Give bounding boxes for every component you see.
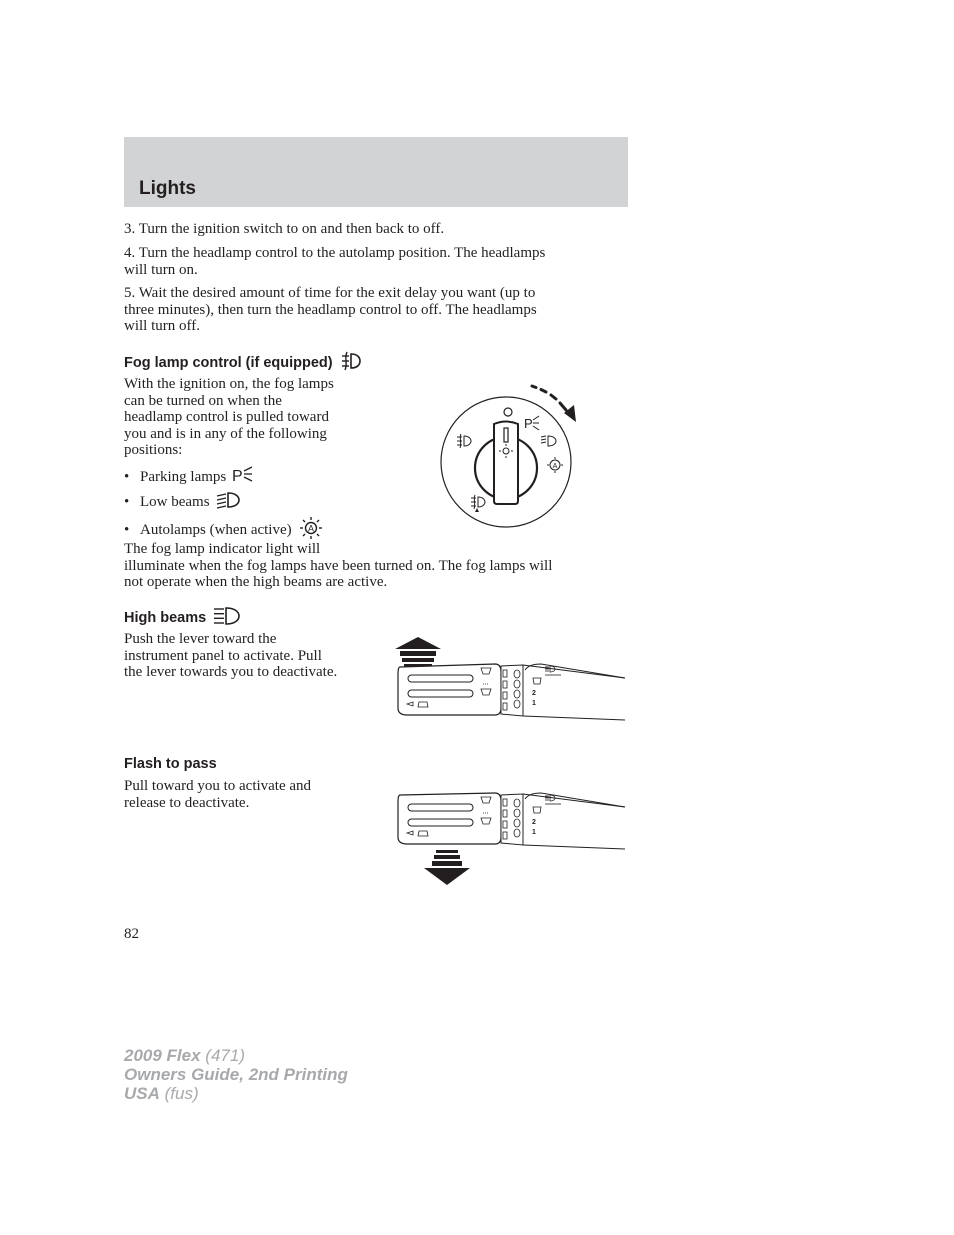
headlamp-control-dial-illustration [430, 380, 590, 540]
high-beams-lever-illustration [395, 632, 630, 724]
pull-arrow-down [424, 850, 470, 885]
autolamps-icon-letter: A [308, 523, 315, 534]
bullet-parking-lamps [124, 466, 254, 486]
push-arrow-up [395, 637, 441, 667]
step-5 [124, 285, 537, 335]
lever-label-bottom: 1 [532, 700, 536, 707]
fog-intro-line: With the ignition on, the fog lamps [124, 376, 334, 392]
bullet-dot: • [124, 522, 130, 538]
dial-parking-letter: P [524, 416, 533, 431]
bullet-dot: • [124, 469, 130, 485]
bullet-low-beams [124, 491, 242, 511]
fog-intro-line: you and is in any of the following [124, 425, 327, 442]
fog-lamp-heading-text: Fog lamp control (if equipped) [124, 355, 333, 371]
step-5-line-1: 5. Wait the desired amount of time for the exit delay you want (up to [124, 285, 536, 301]
high-beams-heading [124, 606, 242, 626]
flash-to-pass-text [124, 778, 311, 811]
footer-line-3 [124, 1084, 348, 1103]
step-5-line-3: will turn off. [124, 318, 200, 334]
print-footer [124, 1046, 348, 1103]
step-3-line: 3. Turn the ignition switch to on and then back to off. [124, 221, 445, 237]
step-5-line-2: three minutes), then turn the headlamp control to off. The headlamps [124, 301, 537, 318]
page-number: 82 [124, 926, 139, 942]
footer-model: 2009 Flex [124, 1046, 201, 1065]
lever-label-top: 2 [532, 690, 536, 697]
flash-to-pass-lever-illustration [395, 790, 630, 890]
step-4-line-2: will turn on. [124, 261, 198, 278]
fog-lamp-heading [124, 351, 363, 371]
fog-intro-line: headlamp control is pulled toward [124, 409, 329, 425]
lever-label-top: 2 [532, 819, 536, 826]
flash-to-pass-line: Pull toward you to activate and [124, 778, 312, 794]
flash-to-pass-line: release to deactivate. [124, 794, 250, 811]
footer-line-2 [124, 1065, 348, 1084]
high-beams-icon [212, 606, 242, 626]
lever-label-bottom: 1 [532, 829, 536, 836]
footer-market: USA [124, 1084, 160, 1103]
fog-indicator-text [124, 541, 552, 591]
step-4 [124, 245, 545, 278]
high-beams-line: Push the lever toward the [124, 631, 277, 647]
high-beams-text [124, 631, 337, 681]
high-beams-heading-text: High beams [124, 610, 207, 626]
footer-model-code: (471) [205, 1046, 245, 1065]
bullet-label: Autolamps (when active) [140, 522, 292, 538]
fog-indicator-line: The fog lamp indicator light will [124, 541, 321, 557]
high-beams-line: the lever towards you to deactivate. [124, 664, 338, 680]
high-beams-line: instrument panel to activate. Pull [124, 647, 322, 664]
bullet-label: Low beams [140, 494, 210, 510]
bullet-autolamps [124, 517, 323, 539]
dial-auto-letter: A [552, 463, 558, 470]
section-title: Lights [139, 178, 196, 199]
step-3 [124, 221, 444, 238]
bullet-label: Parking lamps [140, 469, 227, 485]
fog-intro-line: positions: [124, 442, 183, 458]
footer-line-1 [124, 1046, 348, 1065]
step-4-line-1: 4. Turn the headlamp control to the autolamp position. The headlamps [124, 245, 546, 261]
fog-indicator-line: not operate when the high beams are active. [124, 574, 388, 590]
parking-lamps-icon-letter: P [232, 468, 243, 485]
fog-intro-line: can be turned on when the [124, 392, 282, 409]
flash-to-pass-heading: Flash to pass [124, 756, 217, 772]
fog-intro [124, 376, 334, 459]
low-beams-icon [216, 491, 242, 509]
footer-guide-edition: Owners Guide, 2nd Printing [124, 1065, 348, 1084]
fog-lamp-icon [339, 351, 363, 371]
footer-market-code: (fus) [164, 1084, 199, 1103]
fog-indicator-line: illuminate when the fog lamps have been turned on. The fog lamps will [124, 557, 553, 574]
bullet-dot: • [124, 494, 130, 510]
autolamps-icon [299, 517, 323, 539]
parking-lamps-icon [232, 466, 254, 484]
section-header-band [124, 137, 628, 207]
